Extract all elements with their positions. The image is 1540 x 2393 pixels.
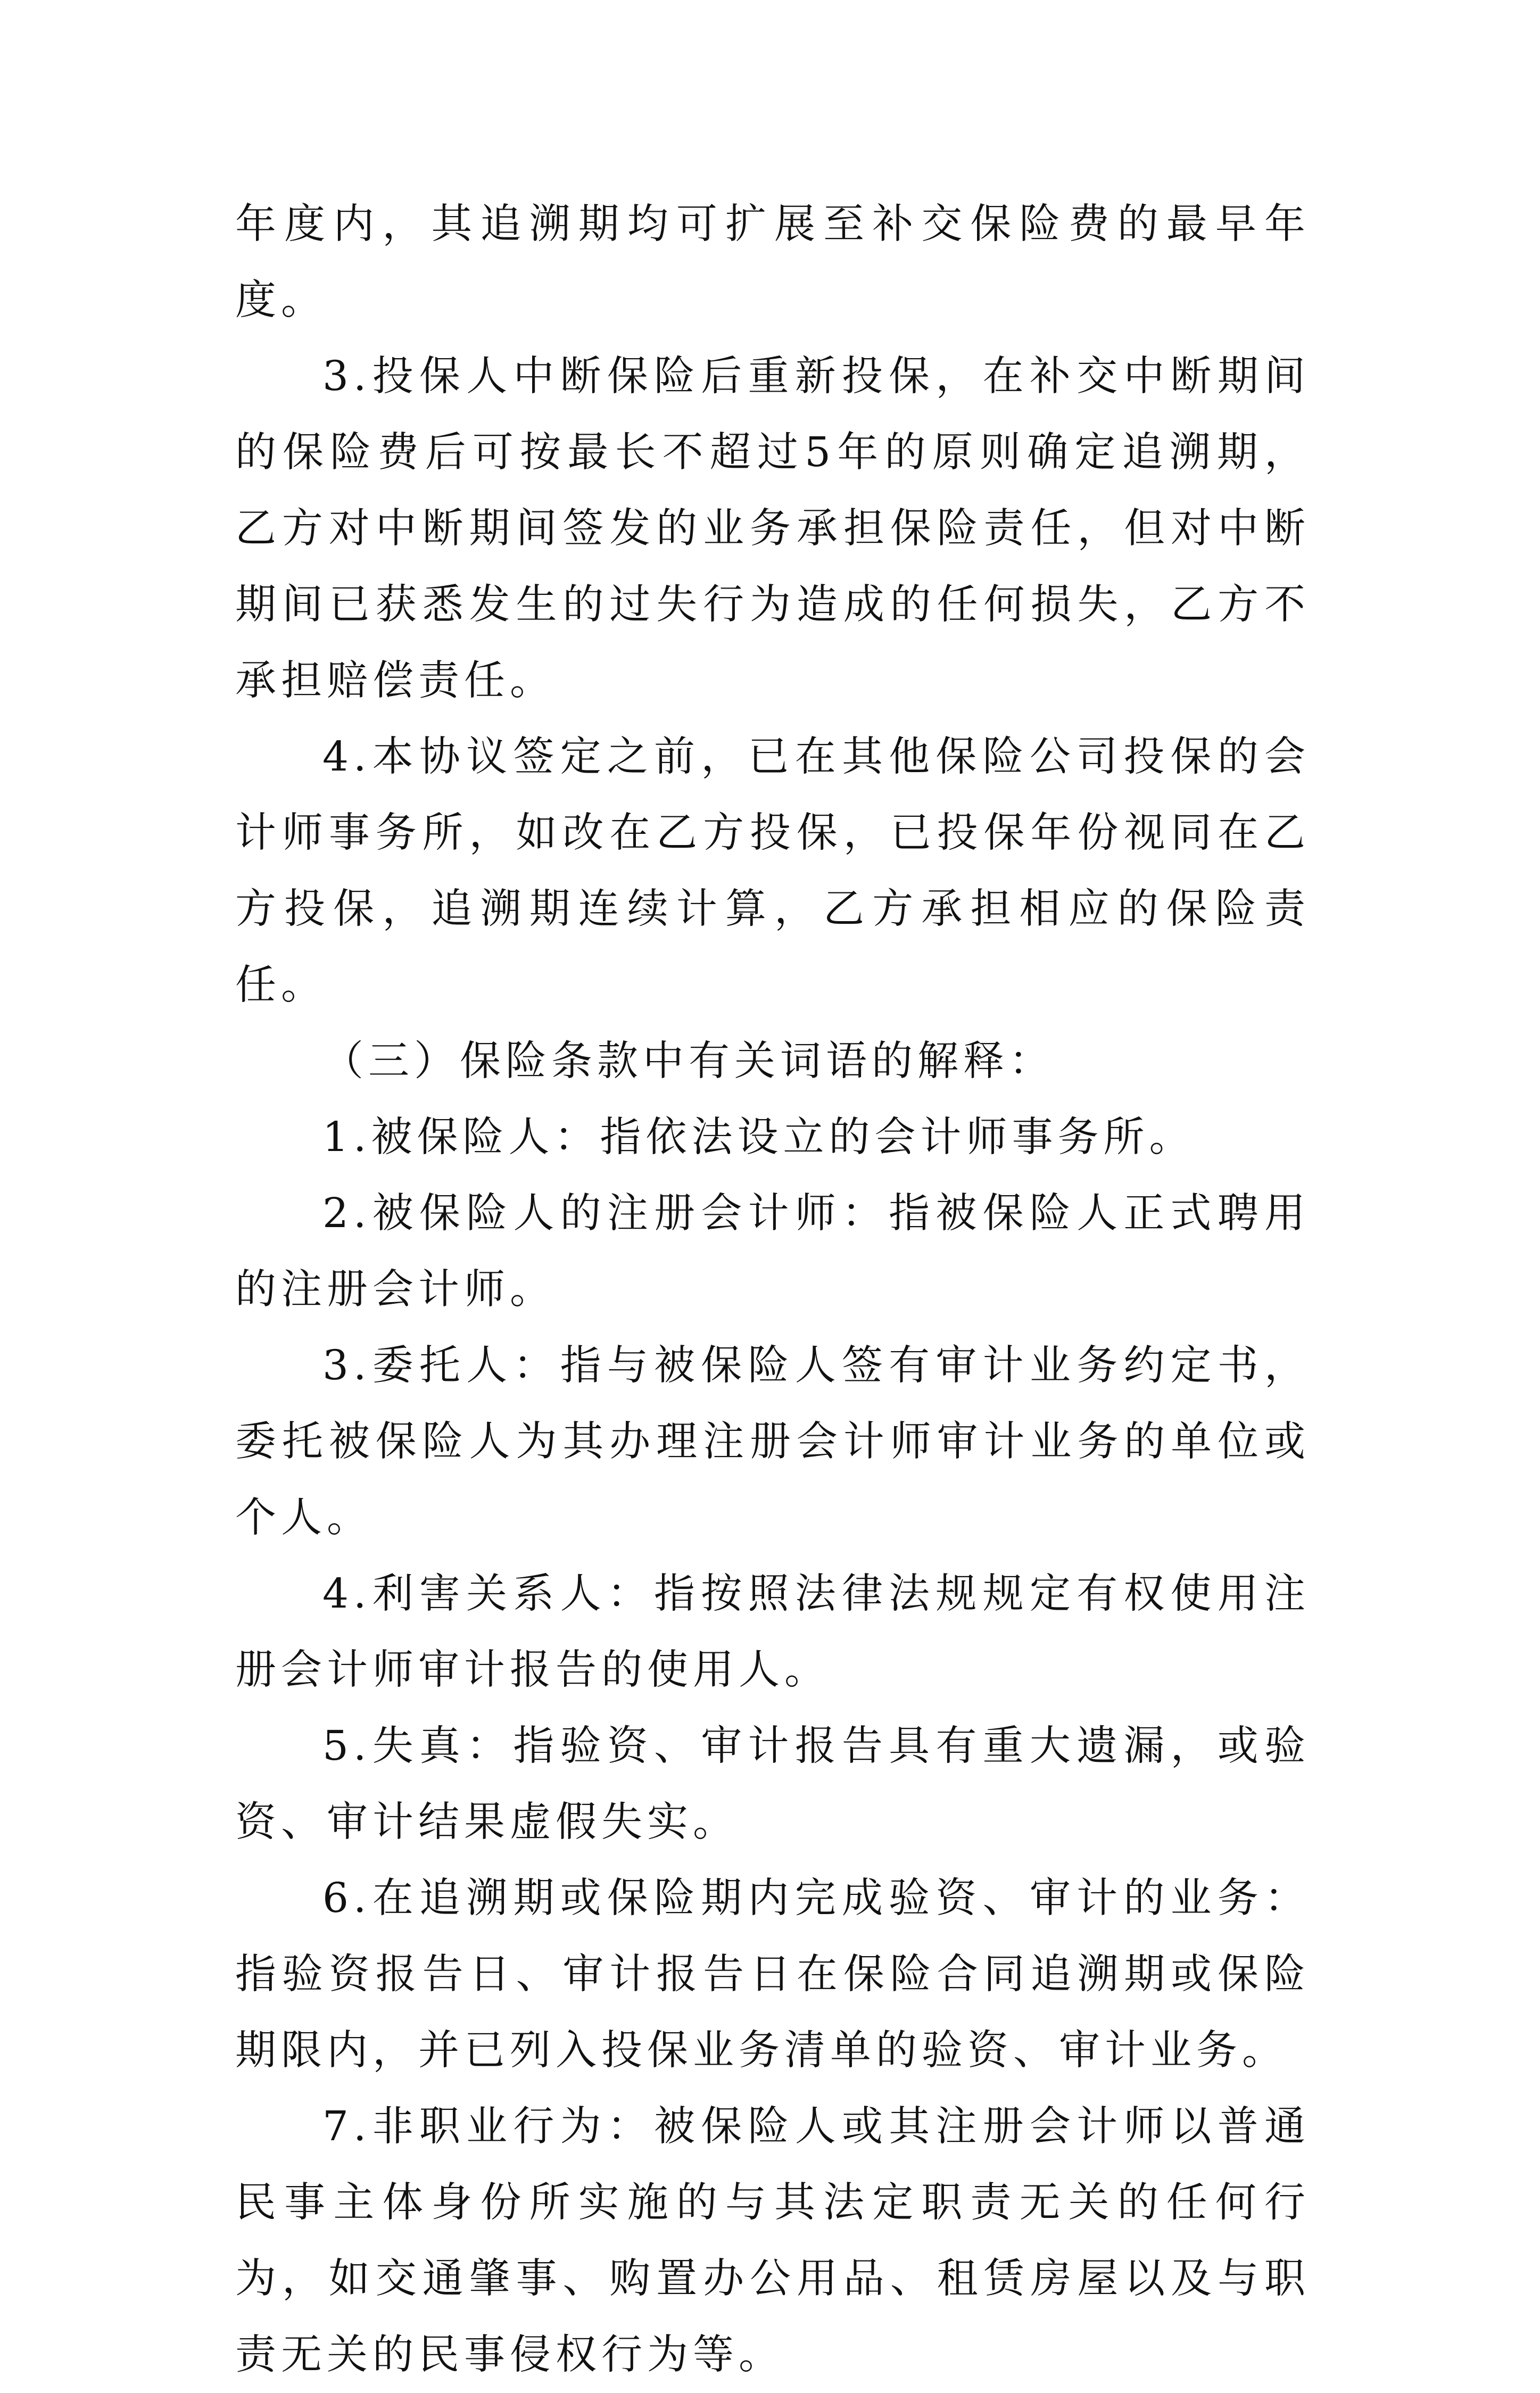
paragraph-continuation: 年度内，其追溯期均可扩展至补交保险费的最早年度。 bbox=[235, 201, 1310, 324]
paragraph-item-3-reinsurance: 3.投保人中断保险后重新投保，在补交中断期间的保险费后可按最长不超过5年的原则确定追溯期，乙方对中断期间签发的业务承担保险责任，但对中断期间已获悉发生的过失行为造成的任何损失，乙方不承担赔偿责任。 bbox=[235, 353, 1310, 705]
document-body bbox=[235, 186, 1310, 2393]
section-heading-definitions: （三）保险条款中有关词语的解释： bbox=[322, 1038, 1055, 1085]
definition-registered-accountant: 2.被保险人的注册会计师：指被保险人正式聘用的注册会计师。 bbox=[235, 1190, 1310, 1313]
paragraph-item-4-prior-insurer: 4.本协议签定之前，已在其他保险公司投保的会计师事务所，如改在乙方投保，已投保年份视同在乙方投保，追溯期连续计算，乙方承担相应的保险责任。 bbox=[235, 733, 1310, 1009]
definition-non-professional-conduct: 7.非职业行为：被保险人或其注册会计师以普通民事主体身份所实施的与其法定职责无关的任何行为，如交通肇事、购置办公用品、租赁房屋以及与职责无关的民事侵权行为等。 bbox=[235, 2103, 1310, 2379]
definition-client: 3.委托人：指与被保险人签有审计业务约定书，委托被保险人为其办理注册会计师审计业务的单位或个人。 bbox=[235, 1342, 1310, 1542]
definition-interested-party: 4.利害关系人：指按照法律法规规定有权使用注册会计师审计报告的使用人。 bbox=[235, 1570, 1310, 1694]
definition-distortion: 5.失真：指验资、审计报告具有重大遗漏，或验资、审计结果虚假失实。 bbox=[235, 1723, 1310, 1846]
definition-completed-business: 6.在追溯期或保险期内完成验资、审计的业务：指验资报告日、审计报告日在保险合同追溯期或保险期限内，并已列入投保业务清单的验资、审计业务。 bbox=[235, 1875, 1310, 2074]
definition-insured: 1.被保险人：指依法设立的会计师事务所。 bbox=[322, 1114, 1195, 1161]
